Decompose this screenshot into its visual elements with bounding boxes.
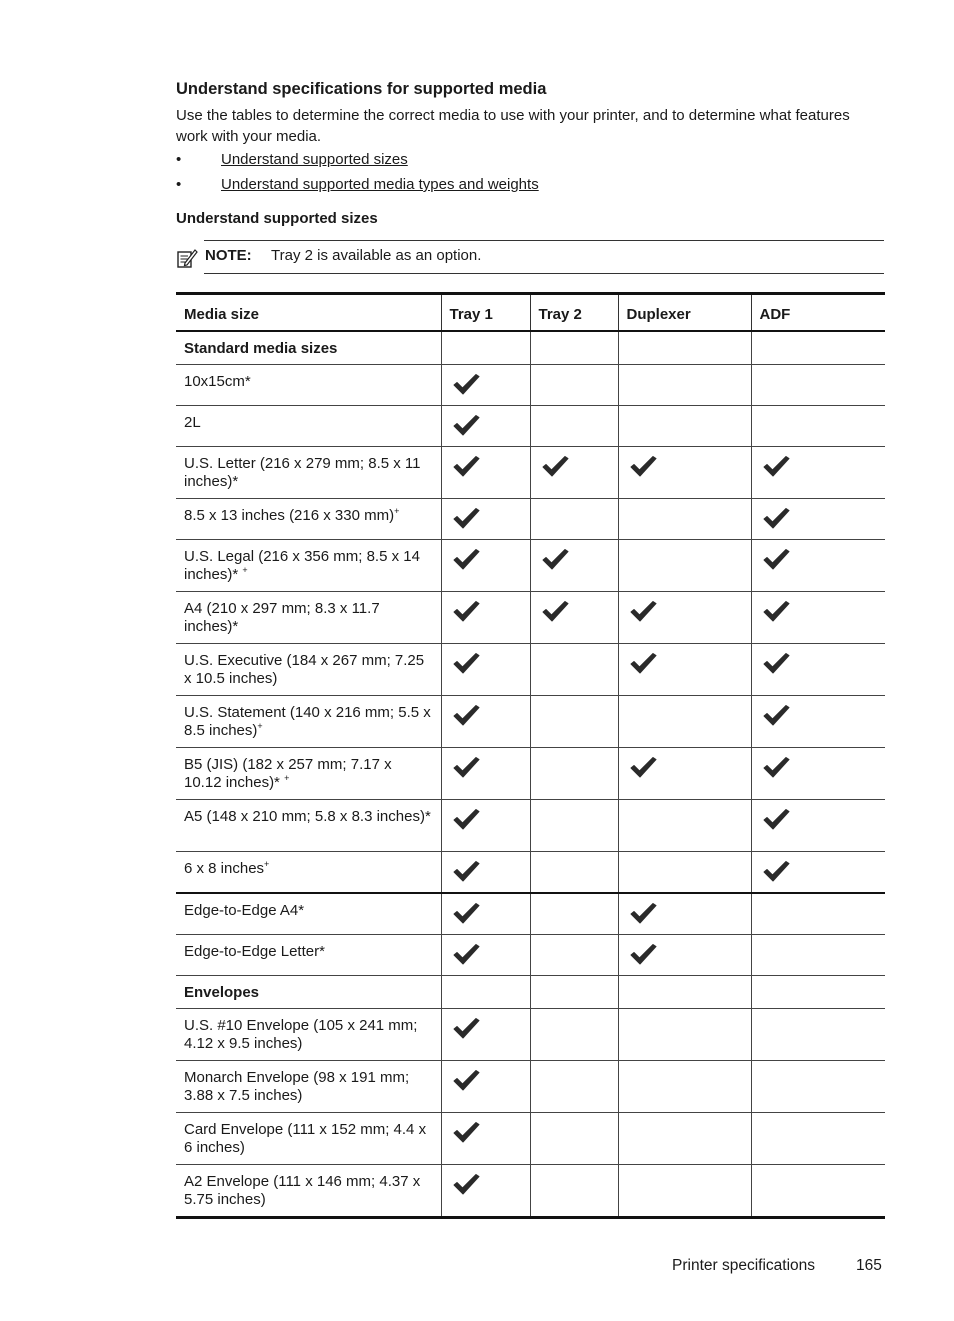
checkmark-icon [452,1121,480,1145]
checkmark-icon [541,600,569,624]
media-size-cell [176,365,441,406]
support-cell [441,499,530,540]
bullet-glyph: • [176,176,182,193]
column-header-adf: ADF [751,294,885,332]
divider [204,273,884,274]
support-cell [618,748,751,800]
checkmark-icon [762,600,790,624]
checkmark-icon [762,756,790,780]
support-cell [441,935,530,976]
support-cell [530,644,618,696]
list-item [176,150,539,175]
checkmark-icon [629,756,657,780]
media-size-label: Edge-to-Edge Letter* [184,943,325,960]
checkmark-icon [629,943,657,967]
support-cell [441,540,530,592]
support-cell [530,748,618,800]
checkmark-icon [452,860,480,884]
table-row [176,1061,885,1113]
support-cell [751,852,885,894]
media-size-cell [176,800,441,852]
table-row [176,592,885,644]
intro-paragraph: Use the tables to determine the correct media to use with your printer, and to determine what features work with your media. [176,107,850,145]
media-size-cell [176,935,441,976]
note-text: Tray 2 is available as an option. [271,247,482,264]
divider [204,240,884,241]
column-header-tray-2: Tray 2 [530,294,618,332]
table-row [176,800,885,852]
support-cell [618,800,751,852]
checkmark-icon [629,902,657,926]
support-cell [751,365,885,406]
support-cell [751,447,885,499]
support-cell [751,976,885,1009]
support-cell [441,800,530,852]
page-title: Understand specifications for supported media [176,80,547,98]
support-cell [441,331,530,365]
support-cell [441,852,530,894]
support-cell [530,406,618,447]
checkmark-icon [452,902,480,926]
support-cell [751,406,885,447]
checkmark-icon [452,943,480,967]
support-cell [441,592,530,644]
link-list [176,150,539,200]
checkmark-icon [762,548,790,572]
checkmark-icon [762,704,790,728]
support-cell [530,447,618,499]
note-icon [176,247,198,269]
checkmark-icon [541,548,569,572]
note-label: NOTE: [205,247,252,264]
media-size-cell [176,1165,441,1218]
checkmark-icon [452,1069,480,1093]
support-cell [618,1061,751,1113]
table-row [176,540,885,592]
support-cell [441,1061,530,1113]
media-size-label: 2L [184,414,201,431]
table-row [176,1165,885,1218]
checkmark-icon [452,756,480,780]
support-cell [441,748,530,800]
support-cell [530,1165,618,1218]
media-size-label: 10x15cm* [184,373,251,390]
media-size-label: Card Envelope (111 x 152 mm; 4.4 x 6 inches) [184,1121,427,1156]
table-row [176,1113,885,1165]
support-cell [618,976,751,1009]
support-cell [618,499,751,540]
checkmark-icon [762,507,790,531]
support-cell [751,696,885,748]
footnote-marker: + [242,565,248,575]
checkmark-icon [629,455,657,479]
checkmark-icon [629,652,657,676]
media-size-label: Monarch Envelope (98 x 191 mm; 3.88 x 7.5 inches) [184,1069,410,1104]
table-row [176,406,885,447]
support-cell [618,935,751,976]
support-cell [618,540,751,592]
support-cell [618,1113,751,1165]
media-size-cell [176,976,441,1009]
support-cell [530,592,618,644]
checkmark-icon [452,548,480,572]
footnote-marker: + [284,773,290,783]
media-size-label: B5 (JIS) (182 x 257 mm; 7.17 x 10.12 inches)* [184,756,392,791]
checkmark-icon [452,1017,480,1041]
media-size-cell [176,540,441,592]
table-header-row [176,294,885,332]
media-size-cell [176,852,441,894]
support-cell [530,852,618,894]
media-size-label: U.S. Letter (216 x 279 mm; 8.5 x 11 inches)* [184,455,421,490]
media-size-cell [176,331,441,365]
media-size-label: U.S. Statement (140 x 216 mm; 5.5 x 8.5 inches) [184,704,431,739]
link-media-types-weights[interactable]: Understand supported media types and weights [221,176,539,193]
table-row [176,447,885,499]
support-cell [751,893,885,935]
support-cell [441,976,530,1009]
support-cell [530,540,618,592]
table-row [176,748,885,800]
table-row [176,365,885,406]
support-cell [530,365,618,406]
support-cell [441,893,530,935]
table-row [176,893,885,935]
support-cell [618,1165,751,1218]
support-cell [751,1113,885,1165]
support-cell [618,644,751,696]
support-cell [618,893,751,935]
checkmark-icon [452,704,480,728]
media-size-cell [176,644,441,696]
media-size-cell [176,893,441,935]
footnote-marker: + [264,859,270,869]
supported-sizes-table [176,292,885,1219]
support-cell [751,499,885,540]
media-size-cell [176,1113,441,1165]
media-size-label: U.S. Executive (184 x 267 mm; 7.25 x 10.5 inches) [184,652,425,687]
media-size-label: A4 (210 x 297 mm; 8.3 x 11.7 inches)* [184,600,380,635]
table-section-row [176,976,885,1009]
media-size-label: Standard media sizes [184,340,338,357]
media-size-cell [176,1061,441,1113]
media-size-cell [176,499,441,540]
support-cell [751,1009,885,1061]
support-cell [618,1009,751,1061]
support-cell [751,800,885,852]
media-size-label: Envelopes [184,984,260,1001]
list-item [176,175,539,200]
media-size-label: A2 Envelope (111 x 146 mm; 4.37 x 5.75 inches) [184,1173,421,1208]
column-header-tray-1: Tray 1 [441,294,530,332]
checkmark-icon [452,600,480,624]
support-cell [618,447,751,499]
media-size-label: U.S. Legal (216 x 356 mm; 8.5 x 14 inches)* [184,548,420,583]
media-size-label: Edge-to-Edge A4* [184,902,305,919]
table-row [176,644,885,696]
support-cell [441,406,530,447]
support-cell [530,935,618,976]
footer-section-name: Printer specifications [672,1257,816,1274]
support-cell [441,365,530,406]
support-cell [441,1113,530,1165]
checkmark-icon [452,373,480,397]
checkmark-icon [452,808,480,832]
support-cell [530,331,618,365]
checkmark-icon [452,1173,480,1197]
checkmark-icon [452,652,480,676]
support-cell [618,852,751,894]
support-cell [751,1061,885,1113]
table-row [176,499,885,540]
media-size-cell [176,592,441,644]
section-heading: Understand supported sizes [176,210,378,227]
checkmark-icon [762,808,790,832]
checkmark-icon [452,455,480,479]
support-cell [751,748,885,800]
link-supported-sizes[interactable]: Understand supported sizes [221,151,408,168]
support-cell [751,644,885,696]
support-cell [530,1009,618,1061]
media-size-label: A5 (148 x 210 mm; 5.8 x 8.3 inches)* [184,808,431,825]
media-size-cell [176,1009,441,1061]
support-cell [618,331,751,365]
media-size-cell [176,696,441,748]
support-cell [530,893,618,935]
column-header-media-size: Media size [176,294,441,332]
support-cell [751,331,885,365]
bullet-glyph: • [176,151,182,168]
checkmark-icon [452,507,480,531]
support-cell [618,365,751,406]
table-section-row [176,331,885,365]
support-cell [530,1113,618,1165]
support-cell [530,696,618,748]
media-size-cell [176,406,441,447]
checkmark-icon [452,414,480,438]
support-cell [751,935,885,976]
note-box [176,240,884,274]
support-cell [441,1009,530,1061]
media-size-label: 8.5 x 13 inches (216 x 330 mm) [184,507,395,524]
support-cell [530,1061,618,1113]
table-body [176,331,885,1218]
footnote-marker: + [394,506,400,516]
support-cell [751,1165,885,1218]
page-number: 165 [856,1257,882,1274]
table-row [176,852,885,894]
media-size-label: 6 x 8 inches [184,860,265,877]
support-cell [618,696,751,748]
support-cell [751,540,885,592]
footnote-marker: + [257,721,263,731]
media-size-label: U.S. #10 Envelope (105 x 241 mm; 4.12 x 9.5 inches) [184,1017,418,1052]
table-row [176,935,885,976]
support-cell [530,499,618,540]
support-cell [618,592,751,644]
table-row [176,1009,885,1061]
checkmark-icon [762,860,790,884]
checkmark-icon [762,652,790,676]
checkmark-icon [629,600,657,624]
table-row [176,696,885,748]
support-cell [530,976,618,1009]
support-cell [618,406,751,447]
support-cell [441,644,530,696]
checkmark-icon [541,455,569,479]
checkmark-icon [762,455,790,479]
support-cell [441,696,530,748]
media-size-cell [176,748,441,800]
support-cell [441,1165,530,1218]
support-cell [751,592,885,644]
media-size-cell [176,447,441,499]
support-cell [441,447,530,499]
column-header-duplexer: Duplexer [618,294,751,332]
support-cell [530,800,618,852]
